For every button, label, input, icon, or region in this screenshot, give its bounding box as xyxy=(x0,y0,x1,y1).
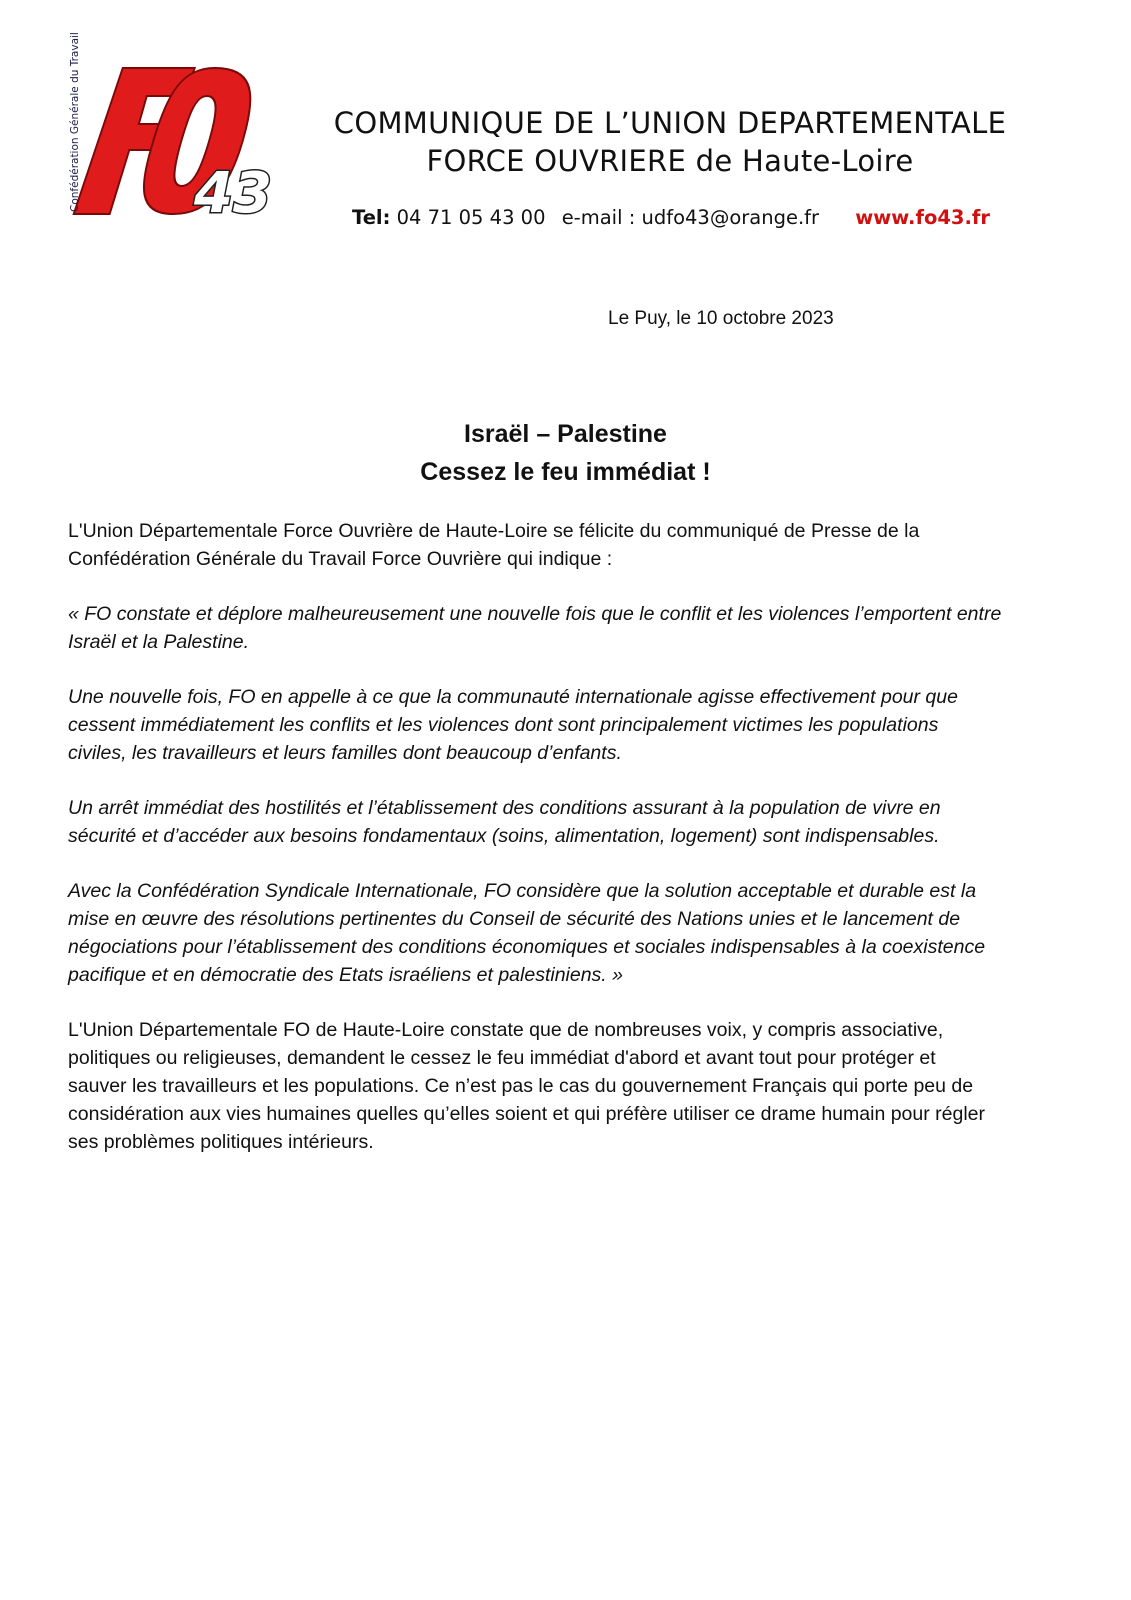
text-line: Un arrêt immédiat des hostilités et l’établissement des conditions assurant à la population de vivre en xyxy=(68,797,941,819)
text-line: « FO constate et déplore malheureusement une nouvelle fois que le conflit et les violences l’emportent entre xyxy=(68,603,1002,625)
tel-value: 04 71 05 43 00 xyxy=(396,206,546,229)
paragraph-intro xyxy=(68,517,1068,573)
text-line: pacifique et en démocratie des Etats israéliens et palestiniens. » xyxy=(68,964,623,986)
logo-vertical-text: Confédération Générale du Travail xyxy=(69,32,81,212)
fo43-logo-graphic xyxy=(66,32,272,230)
header-title xyxy=(290,104,1050,180)
paragraph-quote-3 xyxy=(68,794,1068,850)
paragraph-quote-4 xyxy=(68,877,1068,989)
text-line: L'Union Départementale Force Ouvrière de Haute-Loire se félicite du communiqué de Presse de la xyxy=(68,520,920,542)
text-line: Une nouvelle fois, FO en appelle à ce que la communauté internationale agisse effectivement pour que xyxy=(68,686,958,708)
text-line: civiles, les travailleurs et leurs familles dont beaucoup d’enfants. xyxy=(68,742,622,764)
text-line: considération aux vies humaines quelles qu’elles soient et qui préfère utiliser ce drame humain pour régler xyxy=(68,1103,986,1125)
email-value[interactable]: udfo43@orange.fr xyxy=(641,206,820,229)
logo-number: 43 xyxy=(194,161,272,226)
paragraph-quote-2 xyxy=(68,683,1068,767)
text-line: cessent immédiatement les conflits et les violences dont sont principalement victimes les populations xyxy=(68,714,939,736)
text-line: politiques ou religieuses, demandent le cessez le feu immédiat d'abord et avant tout pour protéger et xyxy=(68,1047,936,1069)
header-title-line2: FORCE OUVRIERE de Haute-Loire xyxy=(426,144,914,178)
header-title-line1: COMMUNIQUE DE L’UNION DEPARTEMENTALE xyxy=(333,106,1007,140)
text-line: Israël et la Palestine. xyxy=(68,631,250,653)
document-body xyxy=(68,517,1068,1183)
document-title-line1: Israël – Palestine xyxy=(464,420,667,448)
text-line: mise en œuvre des résolutions pertinentes du Conseil de sécurité des Nations unies et le lancement de xyxy=(68,908,961,930)
text-line: L'Union Départementale FO de Haute-Loire constate que de nombreuses voix, y compris associative, xyxy=(68,1019,944,1041)
email-label: e-mail : xyxy=(561,206,636,229)
document-title-line2: Cessez le feu immédiat ! xyxy=(420,458,711,486)
contact-line xyxy=(352,206,990,229)
tel-label: Tel: xyxy=(352,206,391,229)
text-line: sécurité et d’accéder aux besoins fondamentaux (soins, alimentation, logement) sont indispensables. xyxy=(68,825,940,847)
text-line: Avec la Confédération Syndicale Internationale, FO considère que la solution acceptable et durable est la xyxy=(68,880,977,902)
paragraph-conclusion xyxy=(68,1016,1068,1156)
fo43-logo xyxy=(66,32,272,230)
text-line: sauver les travailleurs et les populations. Ce n’est pas le cas du gouvernement Français qui porte peu de xyxy=(68,1075,974,1097)
document-date: Le Puy, le 10 octobre 2023 xyxy=(608,308,834,329)
website-link[interactable]: www.fo43.fr xyxy=(855,206,990,229)
paragraph-quote-1 xyxy=(68,600,1068,656)
text-line: négociations pour l’établissement des conditions économiques et sociales indispensables à la coexistence xyxy=(68,936,986,958)
text-line: ses problèmes politiques intérieurs. xyxy=(68,1131,374,1153)
text-line: Confédération Générale du Travail Force Ouvrière qui indique : xyxy=(68,548,613,570)
